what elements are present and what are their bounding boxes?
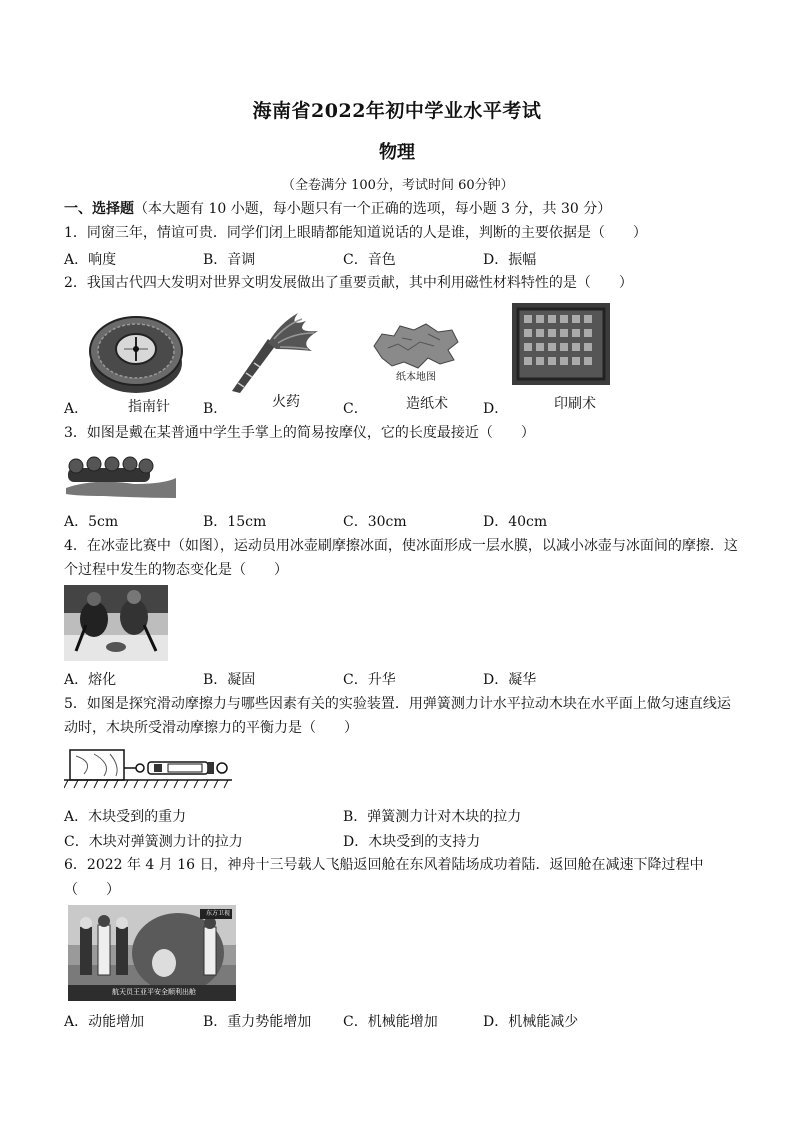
section-title: 一、选择题	[64, 201, 134, 217]
q6-option-a[interactable]: A．动能增加	[64, 1014, 145, 1030]
q4-option-d[interactable]: D．凝华	[483, 672, 537, 688]
tv-channel-logo: 东方卫视	[206, 910, 231, 917]
q4-stem-line2: 个过程中发生的物态变化是（ ）	[64, 562, 288, 578]
q5-option-c[interactable]: C．木块对弹簧测力计的拉力	[64, 834, 243, 850]
q6-option-c[interactable]: C．机械能增加	[343, 1014, 438, 1030]
q1-option-b[interactable]: B．音调	[203, 252, 256, 268]
q5-option-d[interactable]: D．木块受到的支持力	[343, 834, 481, 850]
curling-image	[64, 585, 168, 661]
q2-option-d[interactable]: D．	[483, 401, 509, 417]
exam-note: （全卷满分 100分，考试时间 60分钟）	[282, 178, 514, 193]
q1-option-d[interactable]: D．振幅	[483, 252, 537, 268]
q4-stem-line1: 4．在冰壶比赛中（如图），运动员用冰壶刷摩擦冰面，使冰面形成一层水膜，以减小冰壶与冰面间的摩擦．这	[64, 538, 738, 554]
q5-option-a[interactable]: A．木块受到的重力	[64, 809, 187, 825]
q3-option-a[interactable]: A．5cm	[64, 514, 119, 530]
q5-option-b[interactable]: B．弹簧测力计对木块的拉力	[343, 809, 522, 825]
q2-stem: 2．我国古代四大发明对世界文明发展做出了重要贡献，其中利用磁性材料特性的是（ ）	[64, 275, 633, 291]
q3-stem: 3．如图是戴在某普通中学生手掌上的简易按摩仪，它的长度最接近（ ）	[64, 425, 535, 441]
tv-caption: 航天员王亚平安全顺利出舱	[112, 988, 196, 996]
q5-stem-line1: 5．如图是探究滑动摩擦力与哪些因素有关的实验装置．用弹簧测力计水平拉动木块在水平面上做匀速直线运	[64, 696, 731, 712]
q2-caption-c: 造纸术	[406, 396, 448, 412]
q4-option-b[interactable]: B．凝固	[203, 672, 256, 688]
q6-option-d[interactable]: D．机械能减少	[483, 1014, 579, 1030]
q6-stem-line2: （ ）	[64, 882, 120, 898]
section-desc: （本大题有 10 小题，每小题只有一个正确的选项，每小题 3 分，共 30 分）	[134, 201, 612, 217]
q5-stem-line2: 动时，木块所受滑动摩擦力的平衡力是（ ）	[64, 720, 358, 736]
paper-map-label: 纸本地图	[396, 372, 436, 383]
q1-option-c[interactable]: C．音色	[343, 252, 396, 268]
q6-stem-line1: 6．2022 年 4 月 16 日，神舟十三号载人飞船返回舱在东风着陆场成功着陆．返回舱在减速下降过程中	[64, 857, 704, 873]
q1-option-a[interactable]: A．响度	[64, 252, 117, 268]
friction-apparatus-diagram	[64, 744, 234, 790]
q3-option-c[interactable]: C．30cm	[343, 514, 407, 530]
subject-title: 物理	[379, 142, 415, 163]
q2-caption-d: 印刷术	[554, 396, 596, 412]
exam-title: 海南省2022年初中学业水平考试	[252, 100, 542, 122]
gunpowder-image	[228, 303, 328, 395]
q2-caption-b: 火药	[272, 394, 300, 410]
printing-image	[512, 303, 610, 385]
q3-option-d[interactable]: D．40cm	[483, 514, 548, 530]
q2-option-b[interactable]: B．	[203, 401, 228, 417]
q4-option-c[interactable]: C．升华	[343, 672, 396, 688]
q2-option-a[interactable]: A．	[64, 401, 89, 417]
massager-image	[64, 448, 178, 500]
q6-option-b[interactable]: B．重力势能增加	[203, 1014, 312, 1030]
q2-option-c[interactable]: C．	[343, 401, 368, 417]
q1-stem: 1．同窗三年，情谊可贵．同学们闭上眼睛都能知道说话的人是谁，判断的主要依据是（ ）	[64, 225, 647, 241]
q3-option-b[interactable]: B．15cm	[203, 514, 267, 530]
q2-caption-a: 指南针	[128, 399, 170, 415]
compass-image	[86, 303, 186, 399]
section-heading	[64, 198, 611, 218]
q4-option-a[interactable]: A．熔化	[64, 672, 117, 688]
